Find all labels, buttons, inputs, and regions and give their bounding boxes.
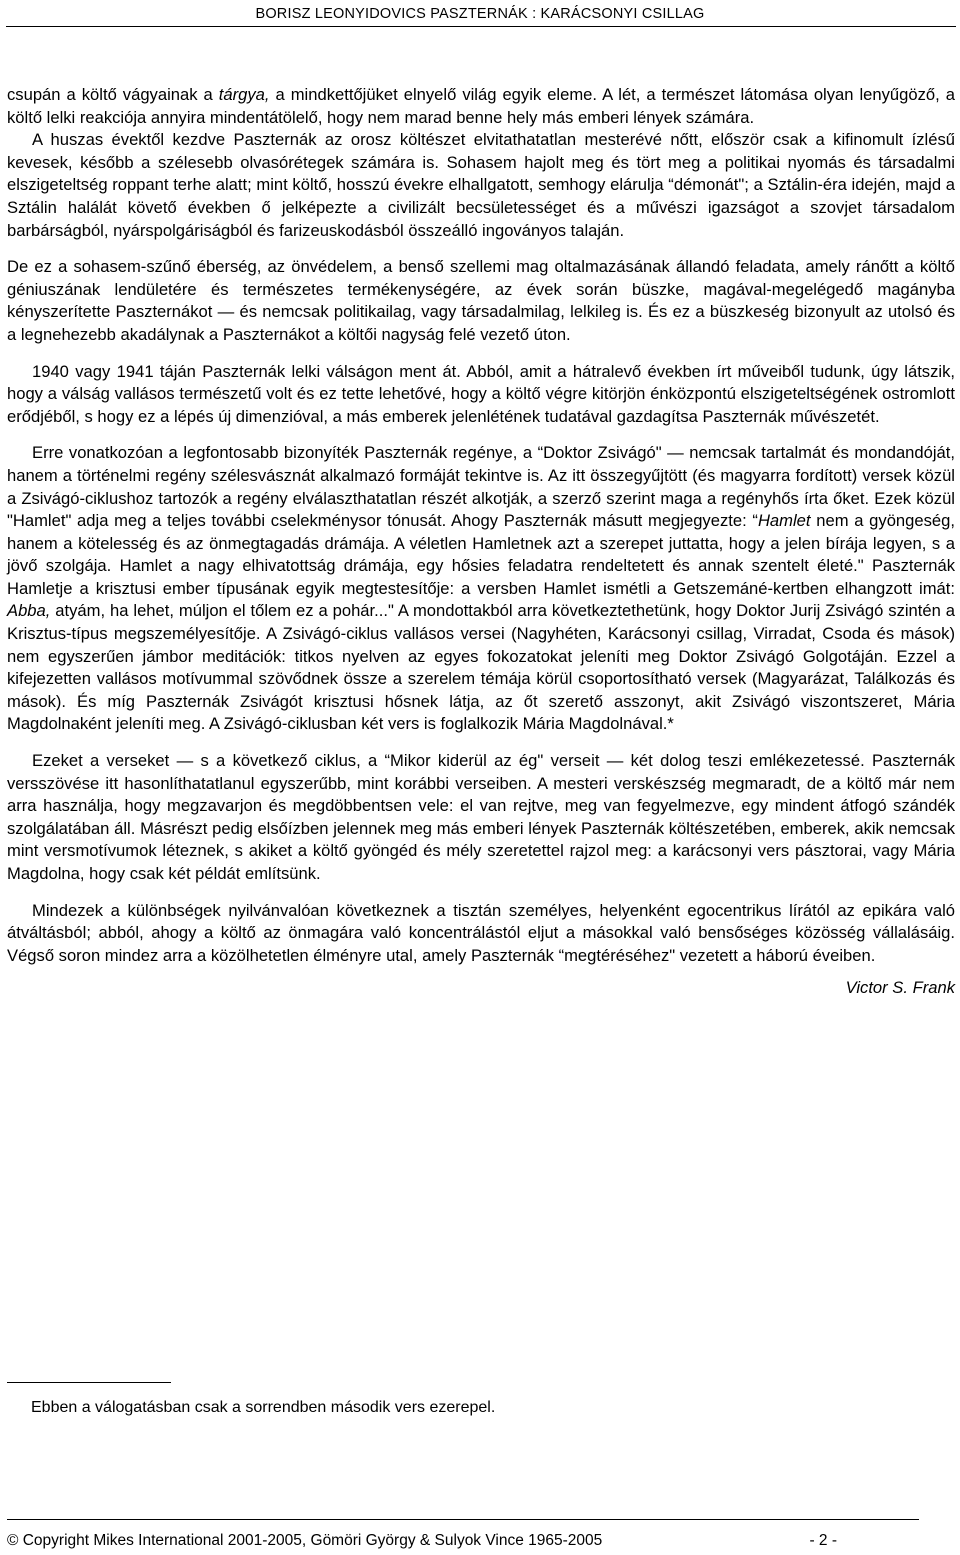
- paragraph: A huszas évektől kezdve Paszternák az orosz költészet elvitathatatlan mesterévé nőtt, először csak a kifinomult ízlésű kevesek, később a szélesebb olvasórétegek számára is. Sohasem hajolt meg és tört meg a politikai nyomás és társadalmi elszigeteltség roppant terhe alatt; mint költő, hosszú évekre elhallgatott, semhogy elárulja “démonát"; a Sztálin-éra idején, majd a Sztálin halálát követő években ő jelképezte a civilizált becsületességet és a művészi igazságot a szovjet társadalom barbárságból, nyárspolgáriságból és farizeuskodásból összeálló ingoványos talaján.: [7, 130, 955, 240]
- p1-text-a: csupán a költő vágyainak a: [7, 85, 219, 104]
- paragraph: Mindezek a különbségek nyilvánvalóan következnek a tisztán személyes, helyenként egocentrikus lírától az epikára való átváltásból; abból, ahogy a költő az önmagára való koncentrálástól eljut a másokkal való bensőséges közösség vállalásáig. Végső soron mindez arra a közölhetetlen élményre utal, amely Paszternák “megtéréséhez" vezetett a háború éveiben.: [7, 900, 955, 965]
- paragraph: [7, 442, 955, 736]
- author-signature: Victor S. Frank: [845, 978, 955, 998]
- paragraph-continued: [7, 84, 955, 129]
- header-divider: [6, 26, 956, 27]
- p1-text-b: a mindkettőjüket elnyelő világ egyik eleme. A lét, a természet látomása olyan lenyűgöző, a költő lelki reakciója annyira mindentátölelő, hogy nem marad benne hely más emberi lények számára.: [7, 85, 955, 127]
- paragraph: 1940 vagy 1941 táján Paszternák lelki válságon ment át. Abból, amit a hátralevő években írt műveiből tudunk, úgy látszik, hogy a válság vallásos természetű volt és ez tette lehetővé, hogy a költő végre kitörjön énközpontú elszigeteltségének ostromlott erődjéből, s hogy ez a lépés új dimenzióval, a más emberek jelenlétének tudatával gazdagítsa Paszternák művészetét.: [7, 361, 955, 426]
- p1-emphasis: tárgya,: [218, 85, 270, 104]
- copyright-notice: © Copyright Mikes International 2001-2005, Gömöri György & Sulyok Vince 1965-2005: [7, 1532, 603, 1549]
- footnote-divider: [7, 1382, 171, 1383]
- page-footer: [7, 1532, 837, 1550]
- paragraph: Ezeket a verseket — s a következő ciklus, a “Mikor kiderül az ég" verseit — két dolog teszi emlékezetessé. Paszternák versszövése itt hasonlíthatatlanul egyszerűbb, mint korábbi verseiben. A mesteri verskészség megmaradt, de a költő már nem arra használja, hogy megzavarjon és megdöbbentsen vele: el van rejtve, meg van fegyelmezve, egy mindent átfogó szándék szolgálatában áll. Másrészt pedig elsőízben jelennek meg más emberi lények Paszternák költészetében, emberek, akik nemcsak mint versmotívumok léteznek, s akiket a költő gyöngéd és mély szeretettel rajzol meg: a karácsonyi vers pásztorai, vagy Mária Magdolna, hogy csak két példát említsünk.: [7, 751, 955, 883]
- page-number: - 2 -: [809, 1532, 837, 1549]
- footnote: Ebben a válogatásban csak a sorrendben második vers ezerepel.: [31, 1399, 496, 1416]
- p5-text-a: Erre vonatkozóan a legfontosabb bizonyíték Paszternák regénye, a “Doktor Zsivágó" — nemcsak tartalmát és mondandóját, hanem a történelmi regény szélesvásznát alkalmazó formáját tekintve is. Az itt összegyűjtött (és magyarra fordított) versek közül a Zsivágó-ciklushoz tartozók a regény elválaszthatatlan részét alkotják, a szerző szerint maga a regényhős írta őket. Ezek közül "Hamlet" adja meg a teljes további cselekménysor tónusát. Ahogy Paszternák másutt megjegyezte: “: [7, 443, 955, 531]
- p5-emphasis-hamlet: Hamlet: [757, 511, 811, 531]
- article-body: [7, 84, 955, 1000]
- p5-text-c: atyám, ha lehet, múljon el tőlem ez a pohár..." A mondottakból arra következtethetünk, hogy Doktor Jurij Zsivágó szintén a Krisztus-típus megszemélyesítője. A Zsivágó-ciklus vallásos versei (Nagyhéten, Karácsonyi csillag, Virradat, Csoda és mások) nem egyszerűen jámbor meditációk: titkos nyelven az egyes fokozatokat jeleníti meg Doktor Zsivágó Golgotáján. Ezzel a kifejezetten vallásos motívummal szövődnek össze a szerelem témája körül csoportosítható versek (Magyarázat, Találkozás és mások). És míg Paszternák Zsivágót krisztusi hősnek látja, az őt szerető asszonyt, akit Zsivágó viszontszeret, Mária Magdolnaként jeleníti meg. A Zsivágó-ciklusban két vers is foglalkozik Mária Magdolnával.*: [7, 601, 955, 734]
- p5-text-b: nem a gyöngeség, hanem a kötelesség és az önmegtagadás drámája. A véletlen Hamletnek azt a szerepet juttatta, hogy a jelen bírája legyen, s a jövő szolgája. Hamlet a nagy elhivatottság drámája, egy hősies feladatra rendeltetett és annak szentelt életé." Paszternák Hamletje a krisztusi ember típusának egyik megtestesítője: a versben Hamlet ismétli a Getszemáné-kertben elhangzott imát:: [7, 511, 955, 598]
- running-header: BORISZ LEONYIDOVICS PASZTERNÁK : KARÁCSONYI CSILLAG: [255, 6, 705, 22]
- footer-divider: [7, 1519, 919, 1520]
- paragraph: De ez a sohasem-szűnő éberség, az önvédelem, a benső szellemi mag oltalmazásának állandó feladata, amely ránőtt a költő géniuszának lendületére és természetes termékenységére, az évek során büszke, magával-megelégedő magányba kényszerítette Paszternákot — és nemcsak politikailag, vagy társadalmilag, lelkileg is. És ez a büszkeség bizonyult az utolsó és a legnehezebb akadálynak a Paszternákot a költői nagyság felé vezető úton.: [7, 257, 955, 344]
- p5-emphasis-abba: Abba,: [7, 601, 51, 621]
